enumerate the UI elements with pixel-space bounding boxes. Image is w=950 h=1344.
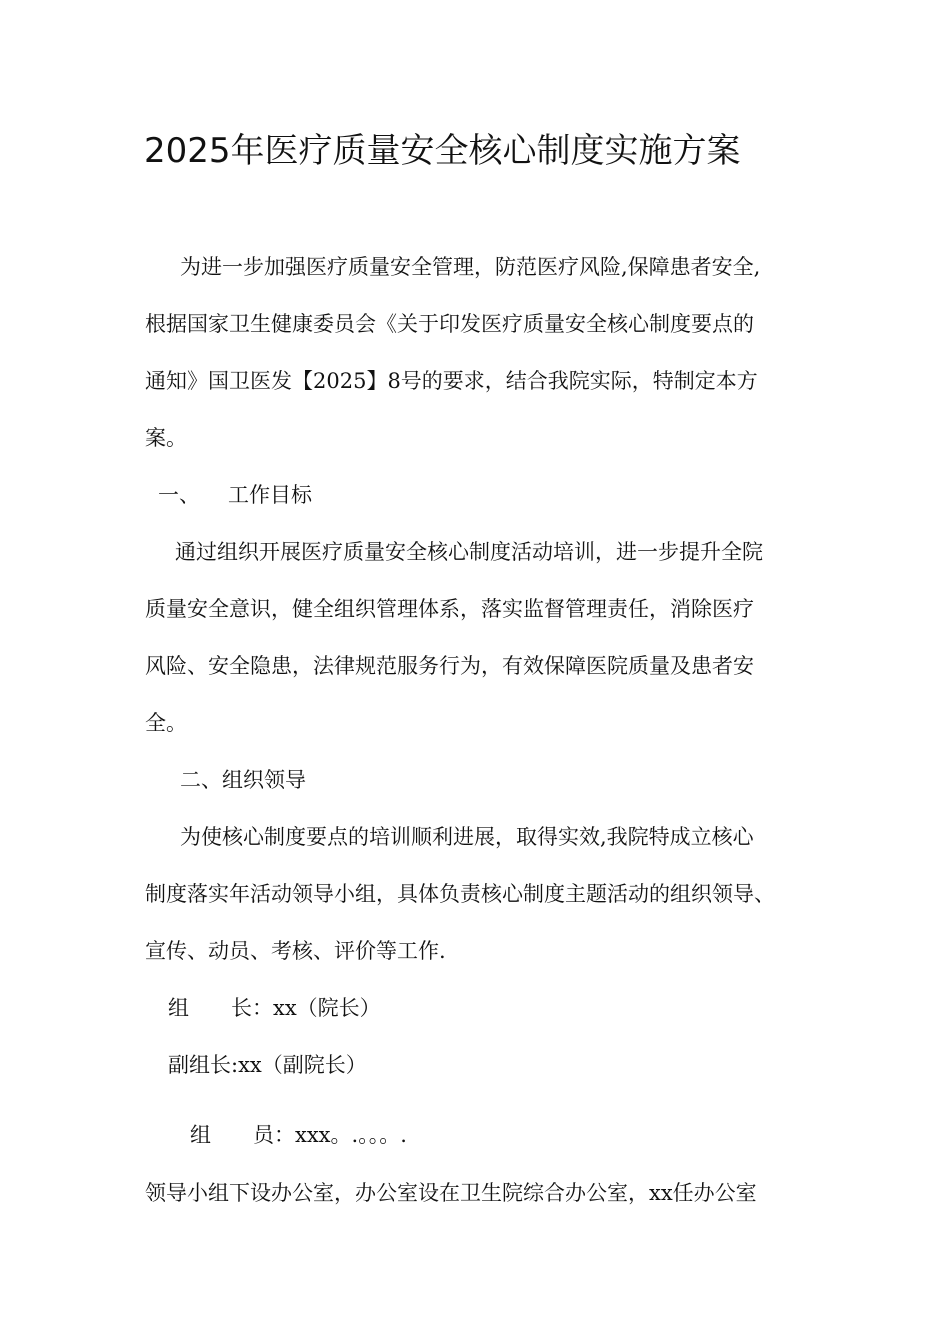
section2-line-1: 为使核心制度要点的培训顺利进展，取得实效,我院特成立核心 (180, 825, 754, 849)
leader-line: 组 长：xx（院长） (168, 996, 381, 1020)
section1-number: 一、 (158, 483, 200, 507)
section2-line-3: 宣传、动员、考核、评价等工作. (145, 939, 446, 963)
intro-line-4: 案。 (145, 426, 187, 450)
members-line: 组 员：xxx。.。。。. (190, 1123, 407, 1147)
section1-line-4: 全。 (145, 711, 187, 735)
section1-line-1: 通过组织开展医疗质量安全核心制度活动培训，进一步提升全院 (175, 540, 763, 564)
deputy-line: 副组长:xx（副院长） (168, 1053, 367, 1077)
section1-line-3: 风险、安全隐患，法律规范服务行为，有效保障医院质量及患者安 (145, 654, 754, 678)
intro-line-1: 为进一步加强医疗质量安全管理，防范医疗风险,保障患者安全, (180, 255, 761, 279)
office-line: 领导小组下设办公室，办公室设在卫生院综合办公室，xx任办公室 (145, 1181, 757, 1205)
intro-line-2: 根据国家卫生健康委员会《关于印发医疗质量安全核心制度要点的 (145, 312, 754, 336)
section2-line-2: 制度落实年活动领导小组，具体负责核心制度主题活动的组织领导、 (145, 882, 775, 906)
section2-heading: 二、组织领导 (180, 768, 306, 792)
section1-title: 工作目标 (228, 483, 312, 507)
document-title: 2025年医疗质量安全核心制度实施方案 (144, 131, 741, 171)
intro-line-3: 通知》国卫医发【2025】8号的要求，结合我院实际，特制定本方 (145, 369, 758, 393)
section1-line-2: 质量安全意识，健全组织管理体系，落实监督管理责任，消除医疗 (145, 597, 754, 621)
